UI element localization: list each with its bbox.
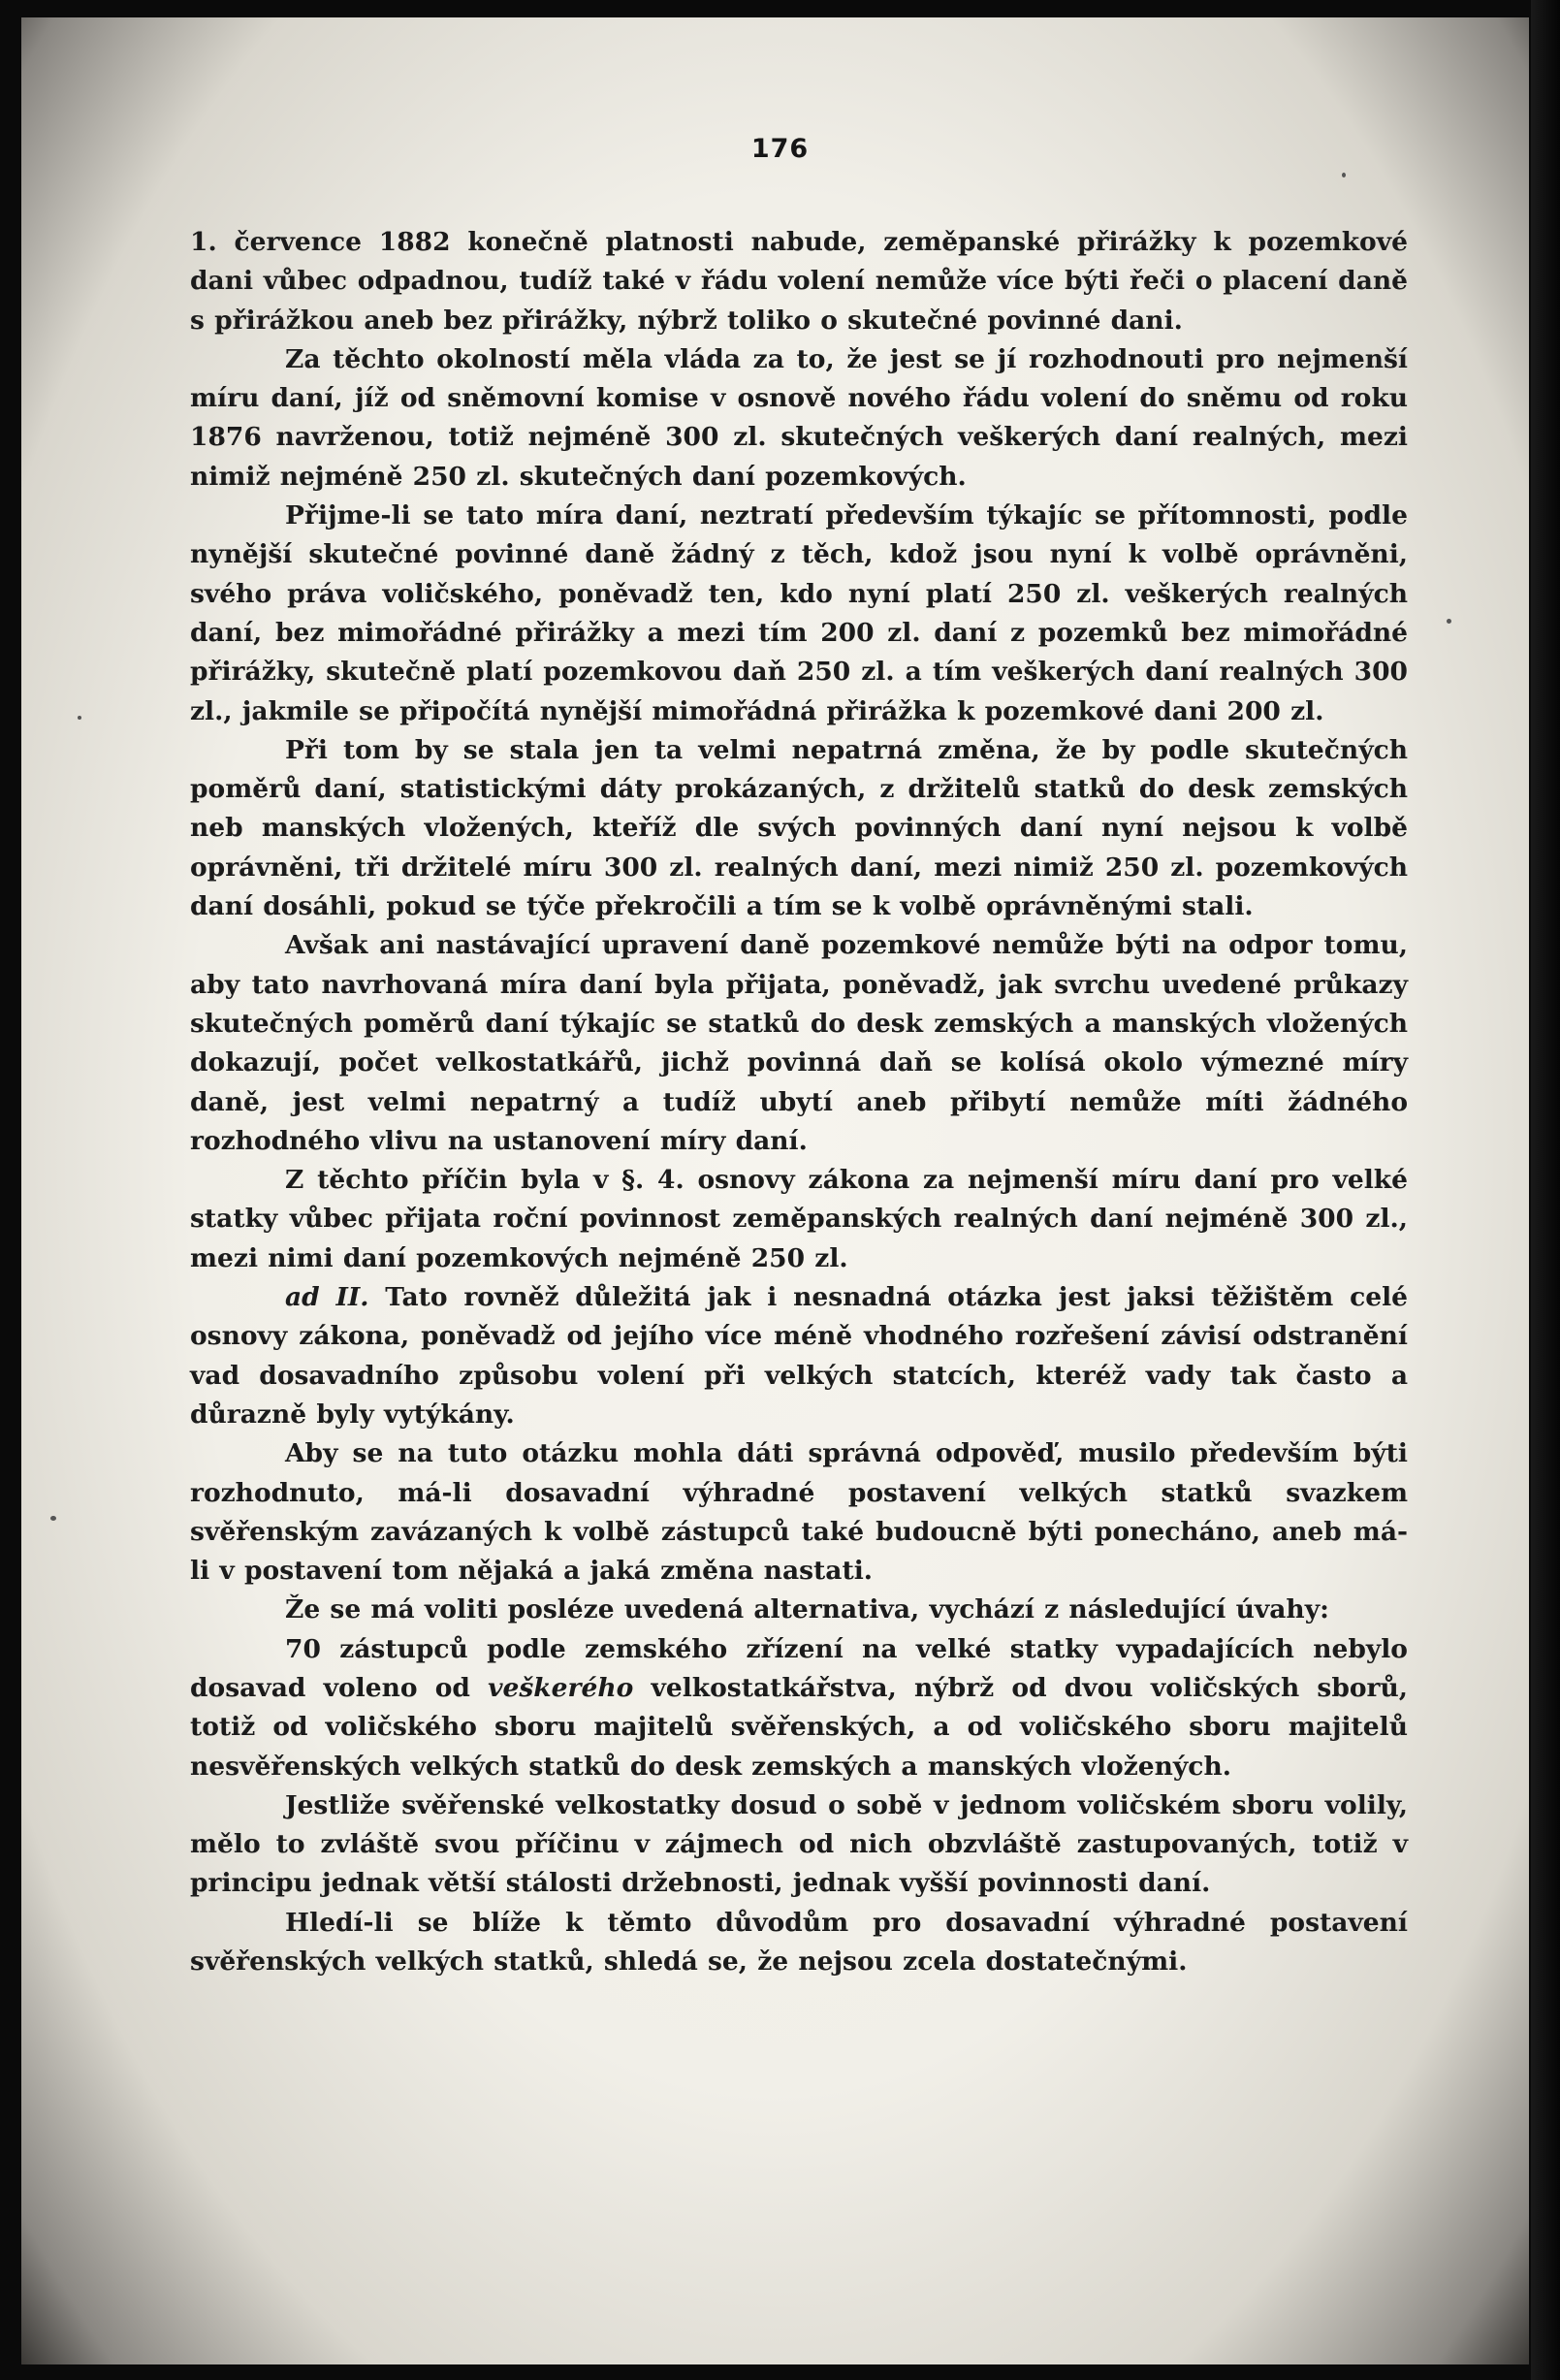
speck xyxy=(78,716,81,720)
paragraph: Při tom by se stala jen ta velmi nepatrná změna, že by podle skutečných poměrů daní, statistickými dáty prokázaných, z držitelů statků do desk zemských neb manských vložených, kteříž dle svých povinných daní nyní nejsou k volbě oprávněni, tři držitelé míru 300 zl. realných daní, mezi nimiž 250 zl. pozemkových daní dosáhli, pokud se týče překročili a tím se k volbě oprávněnými stali. xyxy=(190,734,1408,922)
paragraph: Za těchto okolností měla vláda za to, že jest se jí rozhodnouti pro nejmenší míru daní, jíž od sněmovní komise v osnově nového řádu volení do sněmu od roku 1876 navrženou, totiž nejméně 300 zl. skutečných veškerých daní realných, mezi nimiž nejméně 250 zl. skutečných daní pozemkových. xyxy=(190,343,1408,492)
paragraph: Jestliže svěřenské velkostatky dosud o sobě v jednom voličském sboru volily, mělo to zvláště svou příčinu v zájmech od nich obzvláště zastupovaných, totiž v principu jednak větší stálosti držebnosti, jednak vyšší povinnosti daní. xyxy=(190,1789,1408,1899)
speck xyxy=(50,1516,56,1521)
paragraph-text: velkostatkářstva, nýbrž od dvou voličských sborů, totiž od voličského sboru majitelů svěřenských, a od voličského sboru majitelů nesvěřenských velkých statků do desk zemských a manských vložených. xyxy=(190,1672,1409,1782)
speck xyxy=(1342,173,1346,177)
paragraph: 1. července 1882 konečně platnosti nabude, zeměpanské přirážky k pozemkové dani vůbec odpadnou, tudíž také v řádu volení nemůže více býti řeči o placení daně s přirážkou aneb bez přirážky, nýbrž toliko o skutečné povinné dani. xyxy=(190,227,1408,336)
paragraph: Aby se na tuto otázku mohla dáti správná odpověď, musilo především býti rozhodnuto, má-li dosavadní výhradné postavení velkých statků svazkem svěřenským zavázaných k volbě zástupců také budoucně býti ponecháno, aneb má-li v postavení tom nějaká a jaká změna nastati. xyxy=(190,1438,1408,1587)
paragraph: Avšak ani nastávající upravení daně pozemkové nemůže býti na odpor tomu, aby tato navrhovaná míra daní byla přijata, poněvadž, jak svrchu uvedené průkazy skutečných poměrů daní týkajíc se statků do desk zemských a manských vložených dokazují, počet velkostatkářů, jichž povinná daň se kolísá okolo výmezné míry daně, jest velmi nepatrný a tudíž ubytí aneb přibytí nemůže míti žádného rozhodného vlivu na ustanovení míry daní. xyxy=(190,930,1408,1156)
paragraph-text: 70 zástupců podle zemského zřízení na velké statky vypadajících nebylo dosavad voleno od xyxy=(190,1633,1408,1703)
body-text xyxy=(190,223,1408,1981)
speck xyxy=(1447,619,1451,624)
binding-edge xyxy=(1531,0,1560,2380)
paragraph: Že se má voliti posléze uvedená alternativa, vychází z následující úvahy: xyxy=(285,1594,1329,1625)
paragraph-text: Tato rovněž důležitá jak i nesnadná otázka jest jaksi těžištěm celé osnovy zákona, poněvadž od jejího více méně vhodného rozřešení závisí odstranění vad dosavadního způsobu volení při velkých statcích, kteréž vady tak často a důrazně byly vytýkány. xyxy=(190,1282,1408,1430)
paragraph xyxy=(190,1630,1408,1786)
emphasis: veškerého xyxy=(488,1672,634,1703)
section-lead: ad II. xyxy=(285,1282,369,1313)
paragraph: Hledí-li se blíže k těmto důvodům pro dosavadní výhradné postavení svěřenských velkých statků, shledá se, že nejsou zcela dostatečnými. xyxy=(190,1907,1408,1978)
paragraph: Z těchto příčin byla v §. 4. osnovy zákona za nejmenší míru daní pro velké statky vůbec přijata roční povinnost zeměpanských realných daní nejméně 300 zl., mezi nimi daní pozemkových nejméně 250 zl. xyxy=(190,1165,1408,1273)
page-number: 176 xyxy=(750,134,810,164)
paragraph-ad-ii xyxy=(190,1278,1408,1434)
paragraph: Přijme-li se tato míra daní, neztratí především týkajíc se přítomnosti, podle nynější skutečné povinné daně žádný z těch, kdož jsou nyní k volbě oprávněni, svého práva voličského, poněvadž ten, kdo nyní platí 250 zl. veškerých realných daní, bez mimořádné přirážky a mezi tím 200 zl. daní z pozemků bez mimořádné přirážky, skutečně platí pozemkovou daň 250 zl. a tím veškerých daní realných 300 zl., jakmile se připočítá nynější mimořádná přirážka k pozemkové dani 200 zl. xyxy=(190,500,1408,726)
